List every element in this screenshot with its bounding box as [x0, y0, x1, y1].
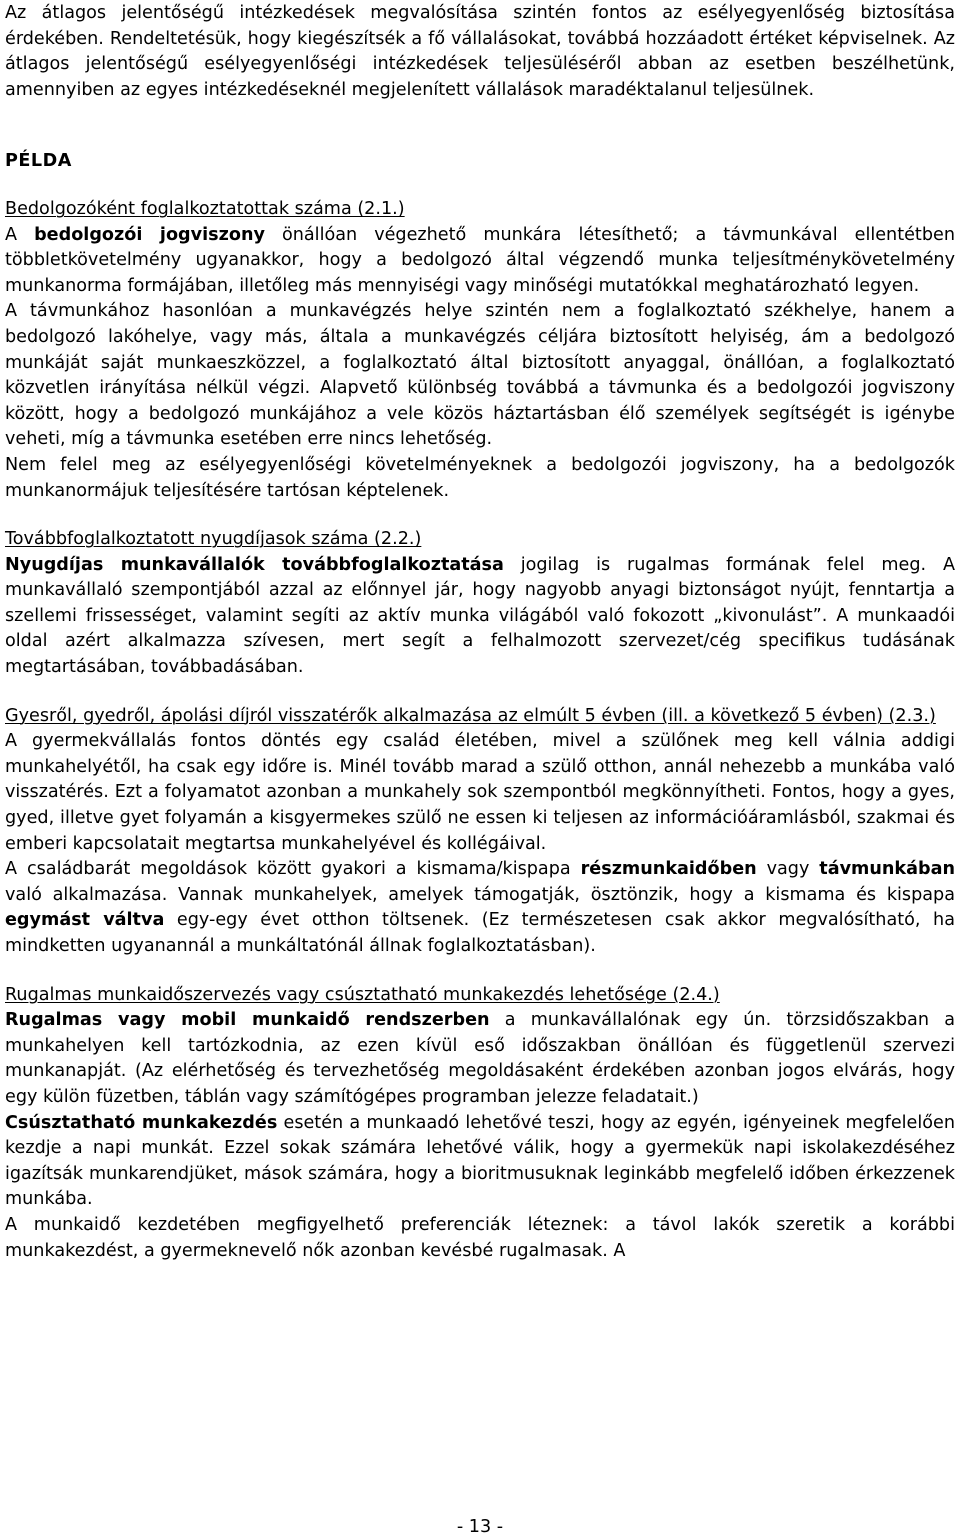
- bold-term: Rugalmas vagy mobil munkaidő rendszerben: [5, 1010, 490, 1031]
- paragraph: [5, 857, 955, 959]
- paragraph: Nem felel meg az esélyegyenlőségi követelményeknek a bedolgozói jogviszony, ha a bedolgozók munkanormájuk teljesítésére tartósan képtelenek.: [5, 454, 955, 501]
- text: vagy: [756, 859, 820, 880]
- paragraph: [5, 223, 955, 300]
- section-heading-2-1: Bedolgozóként foglalkoztatottak száma (2.1.): [5, 198, 405, 219]
- bold-term: bedolgozói jogviszony: [34, 224, 265, 245]
- section-heading-2-3: Gyesről, gyedről, ápolási díjról visszatérők alkalmazása az elmúlt 5 évben (ill. a következő 5 évben) (2.3.): [5, 705, 936, 726]
- bold-term: részmunkaidőben: [580, 859, 757, 880]
- bold-term: Nyugdíjas munkavállalók továbbfoglalkoztatása: [5, 554, 504, 575]
- text: A: [5, 224, 35, 245]
- paragraph: [5, 1111, 955, 1213]
- bold-term: egymást váltva: [5, 910, 165, 931]
- text: A családbarát megoldások között gyakori a kismama/kispapa: [5, 859, 581, 880]
- paragraph: A munkaidő kezdetében megfigyelhető preferenciák léteznek: a távol lakók szeretik a korábbi munkakezdést, a gyermeknevelő nők azonban kevésbé rugalmasak. A: [5, 1214, 955, 1261]
- bold-term: Csúsztatható munkakezdés: [5, 1112, 278, 1133]
- paragraph: A távmunkához hasonlóan a munkavégzés helye szintén nem a foglalkoztató székhelye, hanem a bedolgozó lakóhelye, vagy más, általa a munkavégzés céljára biztosított helyiség, ám a bedolgozó munkáját saját munkaeszközzel, a foglalkoztató által biztosított anyaggal, önállóan, a foglalkoztató közvetlen irányítása nélkül végzi. Alapvető különbség továbbá a távmunka és a bedolgozói jogviszony között, hogy a bedolgozó munkájához a vele közös háztartásban élő személyek segítségét is igénybe veheti, míg a távmunka esetében erre nincs lehetőség.: [5, 301, 955, 450]
- example-label: PÉLDA: [5, 151, 72, 172]
- bold-term: távmunkában: [819, 859, 955, 880]
- paragraph: A gyermekvállalás fontos döntés egy család életében, mivel a szülőnek meg kell válnia addigi munkahelyétől, ha csak egy időre is. Minél tovább marad a szülő otthon, annál nehezebb a munkába való visszatérés. Ezt a folyamatot azonban a munkahely sok szempontból megkönnyítheti. Fontos, hogy a gyes, gyed, illetve gyet folyamán a kisgyermekes szülő ne essen ki teljesen az információáramlásból, szakmai és emberi kapcsolatait megtartsa munkahelyével és kollégáival.: [5, 731, 955, 854]
- intro-paragraph: Az átlagos jelentőségű intézkedések megvalósítása szintén fontos az esélyegyenlőség biztosítása érdekében. Rendeltetésük, hogy kiegészítsék a fő vállalásokat, továbbá hozzáadott értéket képviselnek. Az átlagos jelentőségű esélyegyenlőségi intézkedések teljesüléséről abban az esetben beszélhetünk, amennyiben az egyes intézkedéseknél megjelenített vállalások maradéktalanul teljesülnek.: [5, 3, 955, 100]
- text: esetén a munkaadó lehetővé teszi, hogy az egyén, igényeinek megfelelően kezdje a napi munkát. Ezzel sokak számára lehetővé válik, hogy a gyermekük napi iskolakezdéséhez igazítsák munkarendjüket, mások számára, hogy a bioritmusuknak leginkább megfelelő időben érkezzenek munkába.: [5, 1112, 955, 1210]
- paragraph: [5, 1008, 955, 1110]
- document-page: [5, 1, 955, 1264]
- section-heading-2-2: Továbbfoglalkoztatott nyugdíjasok száma (2.2.): [5, 529, 422, 550]
- text: egy-egy évet otthon töltsenek. (Ez természetesen csak akkor megvalósítható, ha mindketten ugyanannál a munkáltatónál állnak foglalkoztatásban).: [5, 910, 955, 956]
- text: jogilag is rugalmas formának felel meg. A munkavállaló szempontjából azzal az előnnyel jár, hogy nagyobb anyagi biztonságot nyújt, fenntartja a szellemi frissességet, valamint segíti az aktív munka világából való fokozott „kivonulást”. A munkaadói oldal azért alkalmazza szívesen, mert segít a felhalmozott szervezet/cég specifikus tudásának megtartásában, továbbadásában.: [5, 554, 955, 678]
- text: önállóan végezhető munkára létesíthető; a távmunkával ellentétben többletkövetelmény ugyanakkor, hogy a bedolgozó által végzendő munka teljesítménykövetelmény munkanorma formájában, illetőleg más mennyiségi vagy minőségi mutatókkal meghatározható legyen.: [5, 224, 955, 296]
- paragraph: [5, 553, 955, 681]
- section-heading-2-4: Rugalmas munkaidőszervezés vagy csúsztatható munkakezdés lehetősége (2.4.): [5, 984, 720, 1005]
- text: való alkalmazása. Vannak munkahelyek, amelyek támogatják, ösztönzik, hogy a kismama és kispapa: [5, 884, 955, 905]
- page-number: - 13 -: [456, 1517, 504, 1537]
- text: a munkavállalónak egy ún. törzsidőszakban a munkahelyen kell tartózkodnia, az ezen kívül eső időszakban önállóan és függetlenül szervezi munkanapját. (Az elérhetőség és tervezhetőség megoldásaként érdekében azonban jogos elvárás, hogy egy külön füzetben, táblán vagy számítógépes programban jelezze feladatait.): [5, 1010, 955, 1107]
